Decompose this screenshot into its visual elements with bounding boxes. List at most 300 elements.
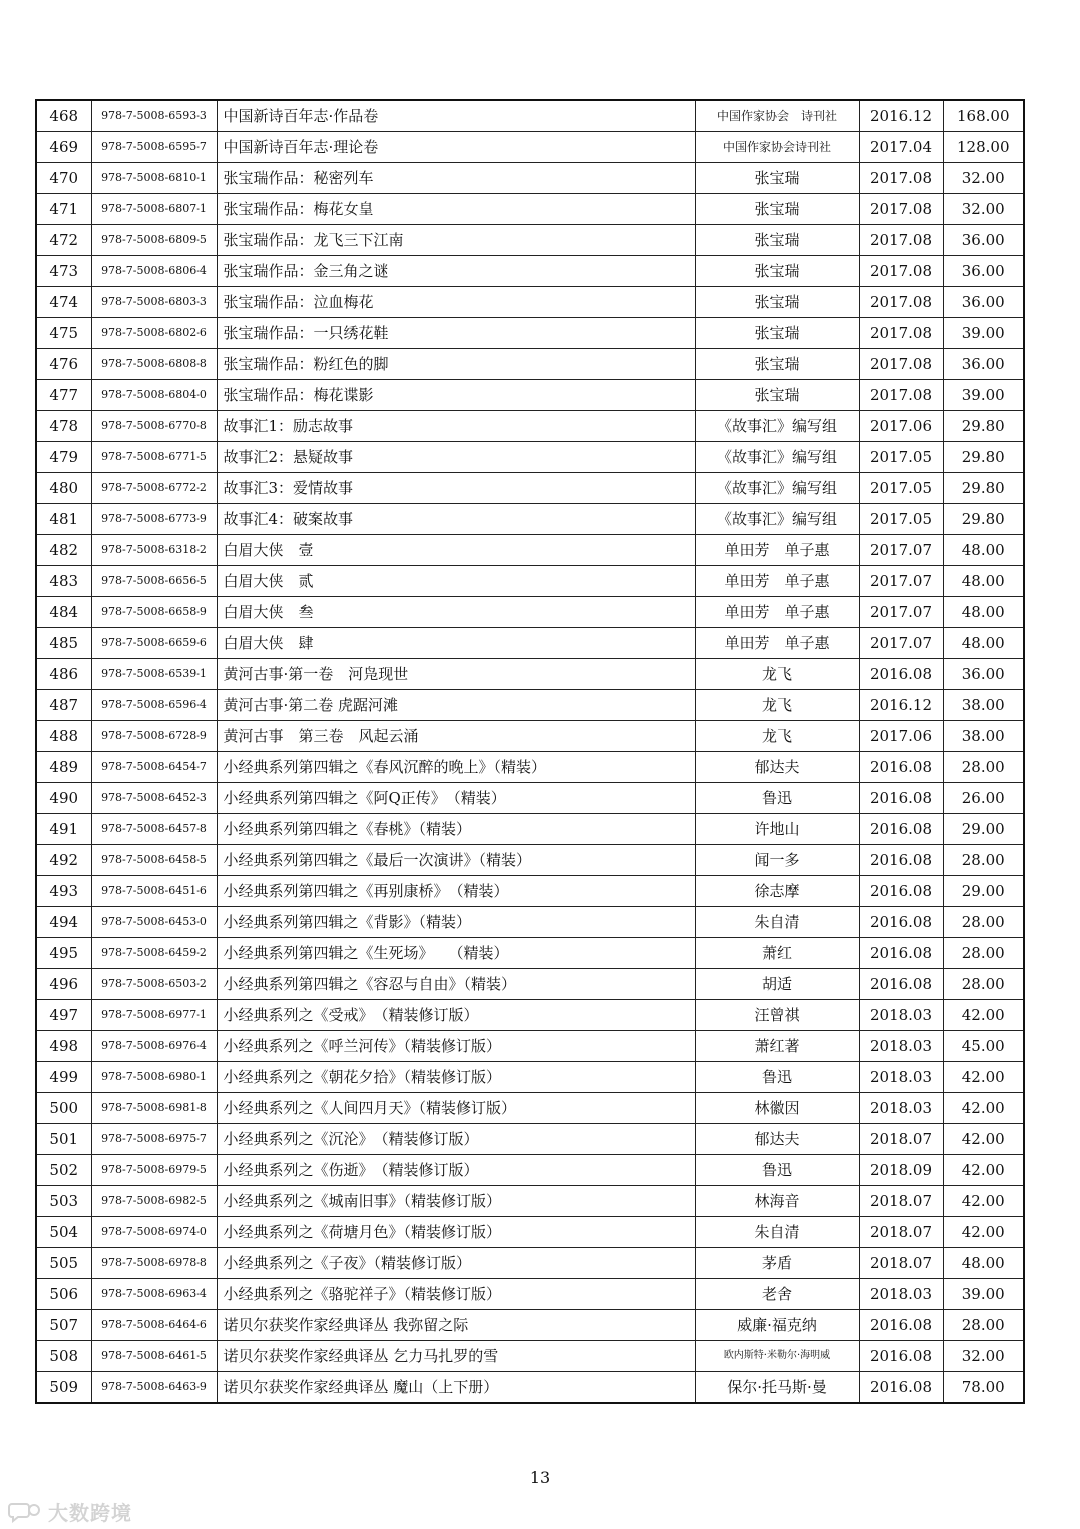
isbn-cell: 978-7-5008-6453-0 — [91, 907, 217, 938]
table-row — [36, 969, 1024, 1000]
title-cell: 小经典系列之《人间四月天》（精装修订版） — [217, 1093, 695, 1124]
row-number-cell: 470 — [36, 163, 91, 194]
title-cell: 张宝瑞作品：金三角之谜 — [217, 256, 695, 287]
author-cell: 单田芳 单子惠 — [695, 535, 859, 566]
author-cell: 胡适 — [695, 969, 859, 1000]
isbn-cell: 978-7-5008-6981-8 — [91, 1093, 217, 1124]
row-number-cell: 481 — [36, 504, 91, 535]
author-cell: 单田芳 单子惠 — [695, 628, 859, 659]
row-number-cell: 504 — [36, 1217, 91, 1248]
author-cell: 中国作家协会诗刊社 — [695, 132, 859, 163]
table-row — [36, 1062, 1024, 1093]
author-cell: 朱自清 — [695, 907, 859, 938]
title-cell: 张宝瑞作品：粉红色的脚 — [217, 349, 695, 380]
row-number-cell: 472 — [36, 225, 91, 256]
price-cell: 168.00 — [943, 100, 1024, 132]
table-row — [36, 1155, 1024, 1186]
page-number: 13 — [529, 1468, 551, 1487]
author-cell: 单田芳 单子惠 — [695, 597, 859, 628]
row-number-cell: 479 — [36, 442, 91, 473]
date-cell: 2018.07 — [859, 1217, 943, 1248]
author-cell: 中国作家协会 诗刊社 — [695, 100, 859, 132]
author-cell: 张宝瑞 — [695, 380, 859, 411]
date-cell: 2017.07 — [859, 628, 943, 659]
title-cell: 张宝瑞作品：一只绣花鞋 — [217, 318, 695, 349]
isbn-cell: 978-7-5008-6771-5 — [91, 442, 217, 473]
isbn-cell: 978-7-5008-6773-9 — [91, 504, 217, 535]
price-cell: 42.00 — [943, 1062, 1024, 1093]
author-cell: 老舍 — [695, 1279, 859, 1310]
price-cell: 29.00 — [943, 876, 1024, 907]
row-number-cell: 471 — [36, 194, 91, 225]
isbn-cell: 978-7-5008-6982-5 — [91, 1186, 217, 1217]
price-cell: 36.00 — [943, 225, 1024, 256]
author-cell: 许地山 — [695, 814, 859, 845]
price-cell: 45.00 — [943, 1031, 1024, 1062]
date-cell: 2016.08 — [859, 752, 943, 783]
author-cell: 欧内斯特·米勒尔·海明威 — [695, 1341, 859, 1372]
author-cell: 张宝瑞 — [695, 225, 859, 256]
isbn-cell: 978-7-5008-6810-1 — [91, 163, 217, 194]
price-cell: 28.00 — [943, 752, 1024, 783]
isbn-cell: 978-7-5008-6809-5 — [91, 225, 217, 256]
row-number-cell: 499 — [36, 1062, 91, 1093]
table-row — [36, 659, 1024, 690]
row-number-cell: 477 — [36, 380, 91, 411]
title-cell: 小经典系列之《朝花夕拾》（精装修订版） — [217, 1062, 695, 1093]
author-cell: 《故事汇》编写组 — [695, 504, 859, 535]
row-number-cell: 478 — [36, 411, 91, 442]
price-cell: 28.00 — [943, 845, 1024, 876]
row-number-cell: 494 — [36, 907, 91, 938]
table-row — [36, 256, 1024, 287]
row-number-cell: 509 — [36, 1372, 91, 1404]
row-number-cell: 502 — [36, 1155, 91, 1186]
price-cell: 36.00 — [943, 349, 1024, 380]
row-number-cell: 485 — [36, 628, 91, 659]
title-cell: 小经典系列之《荷塘月色》（精装修订版） — [217, 1217, 695, 1248]
date-cell: 2018.07 — [859, 1186, 943, 1217]
isbn-cell: 978-7-5008-6978-8 — [91, 1248, 217, 1279]
price-cell: 128.00 — [943, 132, 1024, 163]
row-number-cell: 497 — [36, 1000, 91, 1031]
author-cell: 张宝瑞 — [695, 256, 859, 287]
price-cell: 29.80 — [943, 442, 1024, 473]
date-cell: 2016.08 — [859, 907, 943, 938]
row-number-cell: 505 — [36, 1248, 91, 1279]
title-cell: 小经典系列第四辑之《最后一次演讲》（精装） — [217, 845, 695, 876]
row-number-cell: 503 — [36, 1186, 91, 1217]
isbn-cell: 978-7-5008-6658-9 — [91, 597, 217, 628]
table-row — [36, 752, 1024, 783]
author-cell: 张宝瑞 — [695, 163, 859, 194]
date-cell: 2016.08 — [859, 938, 943, 969]
price-cell: 48.00 — [943, 597, 1024, 628]
price-cell: 42.00 — [943, 1155, 1024, 1186]
author-cell: 林海音 — [695, 1186, 859, 1217]
watermark-text: 大数跨境 — [48, 1501, 132, 1525]
price-cell: 32.00 — [943, 194, 1024, 225]
table-row — [36, 845, 1024, 876]
date-cell: 2016.12 — [859, 100, 943, 132]
price-cell: 78.00 — [943, 1372, 1024, 1404]
date-cell: 2018.03 — [859, 1000, 943, 1031]
table-row — [36, 907, 1024, 938]
chat-bubble-logo-icon — [8, 1501, 42, 1523]
row-number-cell: 489 — [36, 752, 91, 783]
author-cell: 龙飞 — [695, 690, 859, 721]
table-row — [36, 442, 1024, 473]
price-cell: 48.00 — [943, 1248, 1024, 1279]
table-body — [36, 100, 1024, 1403]
author-cell: 威廉·福克纳 — [695, 1310, 859, 1341]
row-number-cell: 475 — [36, 318, 91, 349]
row-number-cell: 507 — [36, 1310, 91, 1341]
date-cell: 2017.08 — [859, 225, 943, 256]
isbn-cell: 978-7-5008-6595-7 — [91, 132, 217, 163]
table-row — [36, 504, 1024, 535]
title-cell: 小经典系列之《子夜》（精装修订版） — [217, 1248, 695, 1279]
title-cell: 白眉大侠 贰 — [217, 566, 695, 597]
row-number-cell: 480 — [36, 473, 91, 504]
price-cell: 28.00 — [943, 969, 1024, 1000]
author-cell: 萧红 — [695, 938, 859, 969]
price-cell: 42.00 — [943, 1186, 1024, 1217]
table-row — [36, 1093, 1024, 1124]
row-number-cell: 508 — [36, 1341, 91, 1372]
table-row — [36, 132, 1024, 163]
author-cell: 《故事汇》编写组 — [695, 442, 859, 473]
date-cell: 2017.05 — [859, 504, 943, 535]
title-cell: 小经典系列之《骆驼祥子》（精装修订版） — [217, 1279, 695, 1310]
price-cell: 42.00 — [943, 1093, 1024, 1124]
date-cell: 2016.08 — [859, 845, 943, 876]
title-cell: 中国新诗百年志·理论卷 — [217, 132, 695, 163]
isbn-cell: 978-7-5008-6463-9 — [91, 1372, 217, 1404]
date-cell: 2018.07 — [859, 1124, 943, 1155]
title-cell: 故事汇4：破案故事 — [217, 504, 695, 535]
price-cell: 39.00 — [943, 1279, 1024, 1310]
date-cell: 2016.08 — [859, 1372, 943, 1404]
book-list-table-container — [35, 99, 1023, 1404]
isbn-cell: 978-7-5008-6318-2 — [91, 535, 217, 566]
title-cell: 黄河古事·第一卷 河凫现世 — [217, 659, 695, 690]
price-cell: 29.80 — [943, 411, 1024, 442]
row-number-cell: 488 — [36, 721, 91, 752]
isbn-cell: 978-7-5008-6977-1 — [91, 1000, 217, 1031]
isbn-cell: 978-7-5008-6464-6 — [91, 1310, 217, 1341]
table-row — [36, 876, 1024, 907]
isbn-cell: 978-7-5008-6458-5 — [91, 845, 217, 876]
date-cell: 2018.03 — [859, 1031, 943, 1062]
author-cell: 汪曾祺 — [695, 1000, 859, 1031]
title-cell: 小经典系列之《沉沦》 （精装修订版） — [217, 1124, 695, 1155]
price-cell: 38.00 — [943, 721, 1024, 752]
date-cell: 2017.06 — [859, 721, 943, 752]
isbn-cell: 978-7-5008-6539-1 — [91, 659, 217, 690]
author-cell: 《故事汇》编写组 — [695, 411, 859, 442]
price-cell: 39.00 — [943, 380, 1024, 411]
table-row — [36, 1310, 1024, 1341]
row-number-cell: 484 — [36, 597, 91, 628]
row-number-cell: 486 — [36, 659, 91, 690]
title-cell: 故事汇3：爱情故事 — [217, 473, 695, 504]
date-cell: 2017.07 — [859, 597, 943, 628]
title-cell: 白眉大侠 肆 — [217, 628, 695, 659]
table-row — [36, 566, 1024, 597]
price-cell: 48.00 — [943, 628, 1024, 659]
isbn-cell: 978-7-5008-6979-5 — [91, 1155, 217, 1186]
row-number-cell: 473 — [36, 256, 91, 287]
date-cell: 2018.03 — [859, 1093, 943, 1124]
author-cell: 郁达夫 — [695, 1124, 859, 1155]
title-cell: 张宝瑞作品：秘密列车 — [217, 163, 695, 194]
price-cell: 29.80 — [943, 473, 1024, 504]
isbn-cell: 978-7-5008-6980-1 — [91, 1062, 217, 1093]
table-row — [36, 721, 1024, 752]
date-cell: 2018.03 — [859, 1062, 943, 1093]
table-row — [36, 535, 1024, 566]
title-cell: 张宝瑞作品：梅花谍影 — [217, 380, 695, 411]
title-cell: 小经典系列第四辑之《阿Q正传》 （精装） — [217, 783, 695, 814]
title-cell: 小经典系列第四辑之《春风沉醉的晚上》（精装） — [217, 752, 695, 783]
author-cell: 保尔·托马斯·曼 — [695, 1372, 859, 1404]
title-cell: 诺贝尔获奖作家经典译丛 乞力马扎罗的雪 — [217, 1341, 695, 1372]
title-cell: 小经典系列第四辑之《容忍与自由》（精装） — [217, 969, 695, 1000]
date-cell: 2016.08 — [859, 1310, 943, 1341]
row-number-cell: 500 — [36, 1093, 91, 1124]
date-cell: 2016.08 — [859, 814, 943, 845]
row-number-cell: 482 — [36, 535, 91, 566]
price-cell: 48.00 — [943, 566, 1024, 597]
isbn-cell: 978-7-5008-6596-4 — [91, 690, 217, 721]
title-cell: 张宝瑞作品：梅花女皇 — [217, 194, 695, 225]
date-cell: 2017.08 — [859, 380, 943, 411]
price-cell: 38.00 — [943, 690, 1024, 721]
date-cell: 2016.08 — [859, 876, 943, 907]
table-row — [36, 1000, 1024, 1031]
isbn-cell: 978-7-5008-6461-5 — [91, 1341, 217, 1372]
price-cell: 36.00 — [943, 256, 1024, 287]
date-cell: 2016.08 — [859, 969, 943, 1000]
isbn-cell: 978-7-5008-6728-9 — [91, 721, 217, 752]
author-cell: 朱自清 — [695, 1217, 859, 1248]
table-row — [36, 225, 1024, 256]
author-cell: 闻一多 — [695, 845, 859, 876]
row-number-cell: 491 — [36, 814, 91, 845]
isbn-cell: 978-7-5008-6656-5 — [91, 566, 217, 597]
row-number-cell: 501 — [36, 1124, 91, 1155]
isbn-cell: 978-7-5008-6806-4 — [91, 256, 217, 287]
isbn-cell: 978-7-5008-6807-1 — [91, 194, 217, 225]
title-cell: 小经典系列之《呼兰河传》（精装修订版） — [217, 1031, 695, 1062]
table-row — [36, 1372, 1024, 1404]
author-cell: 徐志摩 — [695, 876, 859, 907]
price-cell: 42.00 — [943, 1217, 1024, 1248]
author-cell: 龙飞 — [695, 659, 859, 690]
title-cell: 诺贝尔获奖作家经典译丛 我弥留之际 — [217, 1310, 695, 1341]
date-cell: 2017.08 — [859, 318, 943, 349]
table-row — [36, 1031, 1024, 1062]
row-number-cell: 483 — [36, 566, 91, 597]
row-number-cell: 476 — [36, 349, 91, 380]
author-cell: 林徽因 — [695, 1093, 859, 1124]
row-number-cell: 487 — [36, 690, 91, 721]
date-cell: 2018.09 — [859, 1155, 943, 1186]
date-cell: 2017.06 — [859, 411, 943, 442]
price-cell: 32.00 — [943, 163, 1024, 194]
date-cell: 2017.08 — [859, 287, 943, 318]
date-cell: 2017.08 — [859, 349, 943, 380]
title-cell: 白眉大侠 叁 — [217, 597, 695, 628]
title-cell: 小经典系列第四辑之《生死场》 （精装） — [217, 938, 695, 969]
author-cell: 萧红著 — [695, 1031, 859, 1062]
date-cell: 2016.12 — [859, 690, 943, 721]
author-cell: 张宝瑞 — [695, 318, 859, 349]
row-number-cell: 506 — [36, 1279, 91, 1310]
date-cell: 2018.03 — [859, 1279, 943, 1310]
title-cell: 中国新诗百年志·作品卷 — [217, 100, 695, 132]
table-row — [36, 814, 1024, 845]
date-cell: 2017.07 — [859, 535, 943, 566]
isbn-cell: 978-7-5008-6659-6 — [91, 628, 217, 659]
title-cell: 小经典系列第四辑之《背影》（精装） — [217, 907, 695, 938]
price-cell: 48.00 — [943, 535, 1024, 566]
title-cell: 黄河古事·第二卷 虎踞河滩 — [217, 690, 695, 721]
author-cell: 鲁迅 — [695, 783, 859, 814]
title-cell: 诺贝尔获奖作家经典译丛 魔山（上下册） — [217, 1372, 695, 1404]
author-cell: 张宝瑞 — [695, 194, 859, 225]
date-cell: 2017.05 — [859, 473, 943, 504]
row-number-cell: 495 — [36, 938, 91, 969]
isbn-cell: 978-7-5008-6452-3 — [91, 783, 217, 814]
table-row — [36, 628, 1024, 659]
title-cell: 故事汇1：励志故事 — [217, 411, 695, 442]
price-cell: 28.00 — [943, 907, 1024, 938]
table-row — [36, 1248, 1024, 1279]
table-row — [36, 163, 1024, 194]
isbn-cell: 978-7-5008-6976-4 — [91, 1031, 217, 1062]
isbn-cell: 978-7-5008-6457-8 — [91, 814, 217, 845]
isbn-cell: 978-7-5008-6459-2 — [91, 938, 217, 969]
isbn-cell: 978-7-5008-6451-6 — [91, 876, 217, 907]
price-cell: 39.00 — [943, 318, 1024, 349]
table-row — [36, 100, 1024, 132]
table-row — [36, 411, 1024, 442]
row-number-cell: 498 — [36, 1031, 91, 1062]
table-row — [36, 938, 1024, 969]
isbn-cell: 978-7-5008-6772-2 — [91, 473, 217, 504]
row-number-cell: 474 — [36, 287, 91, 318]
row-number-cell: 493 — [36, 876, 91, 907]
price-cell: 26.00 — [943, 783, 1024, 814]
price-cell: 28.00 — [943, 1310, 1024, 1341]
table-row — [36, 349, 1024, 380]
title-cell: 小经典系列之《受戒》 （精装修订版） — [217, 1000, 695, 1031]
date-cell: 2017.05 — [859, 442, 943, 473]
author-cell: 茅盾 — [695, 1248, 859, 1279]
title-cell: 张宝瑞作品：泣血梅花 — [217, 287, 695, 318]
price-cell: 28.00 — [943, 938, 1024, 969]
isbn-cell: 978-7-5008-6593-3 — [91, 100, 217, 132]
isbn-cell: 978-7-5008-6975-7 — [91, 1124, 217, 1155]
table-row — [36, 194, 1024, 225]
date-cell: 2016.08 — [859, 1341, 943, 1372]
author-cell: 鲁迅 — [695, 1155, 859, 1186]
author-cell: 单田芳 单子惠 — [695, 566, 859, 597]
isbn-cell: 978-7-5008-6503-2 — [91, 969, 217, 1000]
date-cell: 2017.08 — [859, 256, 943, 287]
table-row — [36, 473, 1024, 504]
title-cell: 小经典系列之《伤逝》 （精装修订版） — [217, 1155, 695, 1186]
title-cell: 张宝瑞作品：龙飞三下江南 — [217, 225, 695, 256]
isbn-cell: 978-7-5008-6808-8 — [91, 349, 217, 380]
date-cell: 2018.07 — [859, 1248, 943, 1279]
table-row — [36, 287, 1024, 318]
table-row — [36, 318, 1024, 349]
price-cell: 36.00 — [943, 659, 1024, 690]
price-cell: 42.00 — [943, 1124, 1024, 1155]
table-row — [36, 783, 1024, 814]
table-row — [36, 1124, 1024, 1155]
row-number-cell: 492 — [36, 845, 91, 876]
book-list-table — [35, 99, 1025, 1404]
author-cell: 张宝瑞 — [695, 349, 859, 380]
table-row — [36, 1217, 1024, 1248]
row-number-cell: 468 — [36, 100, 91, 132]
title-cell: 小经典系列之《城南旧事》（精装修订版） — [217, 1186, 695, 1217]
isbn-cell: 978-7-5008-6963-4 — [91, 1279, 217, 1310]
date-cell: 2017.04 — [859, 132, 943, 163]
author-cell: 《故事汇》编写组 — [695, 473, 859, 504]
title-cell: 白眉大侠 壹 — [217, 535, 695, 566]
title-cell: 小经典系列第四辑之《春桃》（精装） — [217, 814, 695, 845]
table-row — [36, 597, 1024, 628]
date-cell: 2017.08 — [859, 194, 943, 225]
price-cell: 36.00 — [943, 287, 1024, 318]
watermark — [8, 1497, 132, 1526]
author-cell: 郁达夫 — [695, 752, 859, 783]
date-cell: 2017.07 — [859, 566, 943, 597]
table-row — [36, 690, 1024, 721]
isbn-cell: 978-7-5008-6454-7 — [91, 752, 217, 783]
isbn-cell: 978-7-5008-6974-0 — [91, 1217, 217, 1248]
table-row — [36, 1186, 1024, 1217]
isbn-cell: 978-7-5008-6802-6 — [91, 318, 217, 349]
isbn-cell: 978-7-5008-6770-8 — [91, 411, 217, 442]
row-number-cell: 469 — [36, 132, 91, 163]
title-cell: 小经典系列第四辑之《再别康桥》 （精装） — [217, 876, 695, 907]
isbn-cell: 978-7-5008-6803-3 — [91, 287, 217, 318]
price-cell: 32.00 — [943, 1341, 1024, 1372]
row-number-cell: 496 — [36, 969, 91, 1000]
title-cell: 黄河古事 第三卷 风起云涌 — [217, 721, 695, 752]
author-cell: 龙飞 — [695, 721, 859, 752]
title-cell: 故事汇2：悬疑故事 — [217, 442, 695, 473]
date-cell: 2016.08 — [859, 659, 943, 690]
date-cell: 2016.08 — [859, 783, 943, 814]
price-cell: 29.80 — [943, 504, 1024, 535]
price-cell: 29.00 — [943, 814, 1024, 845]
author-cell: 张宝瑞 — [695, 287, 859, 318]
row-number-cell: 490 — [36, 783, 91, 814]
isbn-cell: 978-7-5008-6804-0 — [91, 380, 217, 411]
table-row — [36, 1279, 1024, 1310]
price-cell: 42.00 — [943, 1000, 1024, 1031]
date-cell: 2017.08 — [859, 163, 943, 194]
table-row — [36, 380, 1024, 411]
author-cell: 鲁迅 — [695, 1062, 859, 1093]
